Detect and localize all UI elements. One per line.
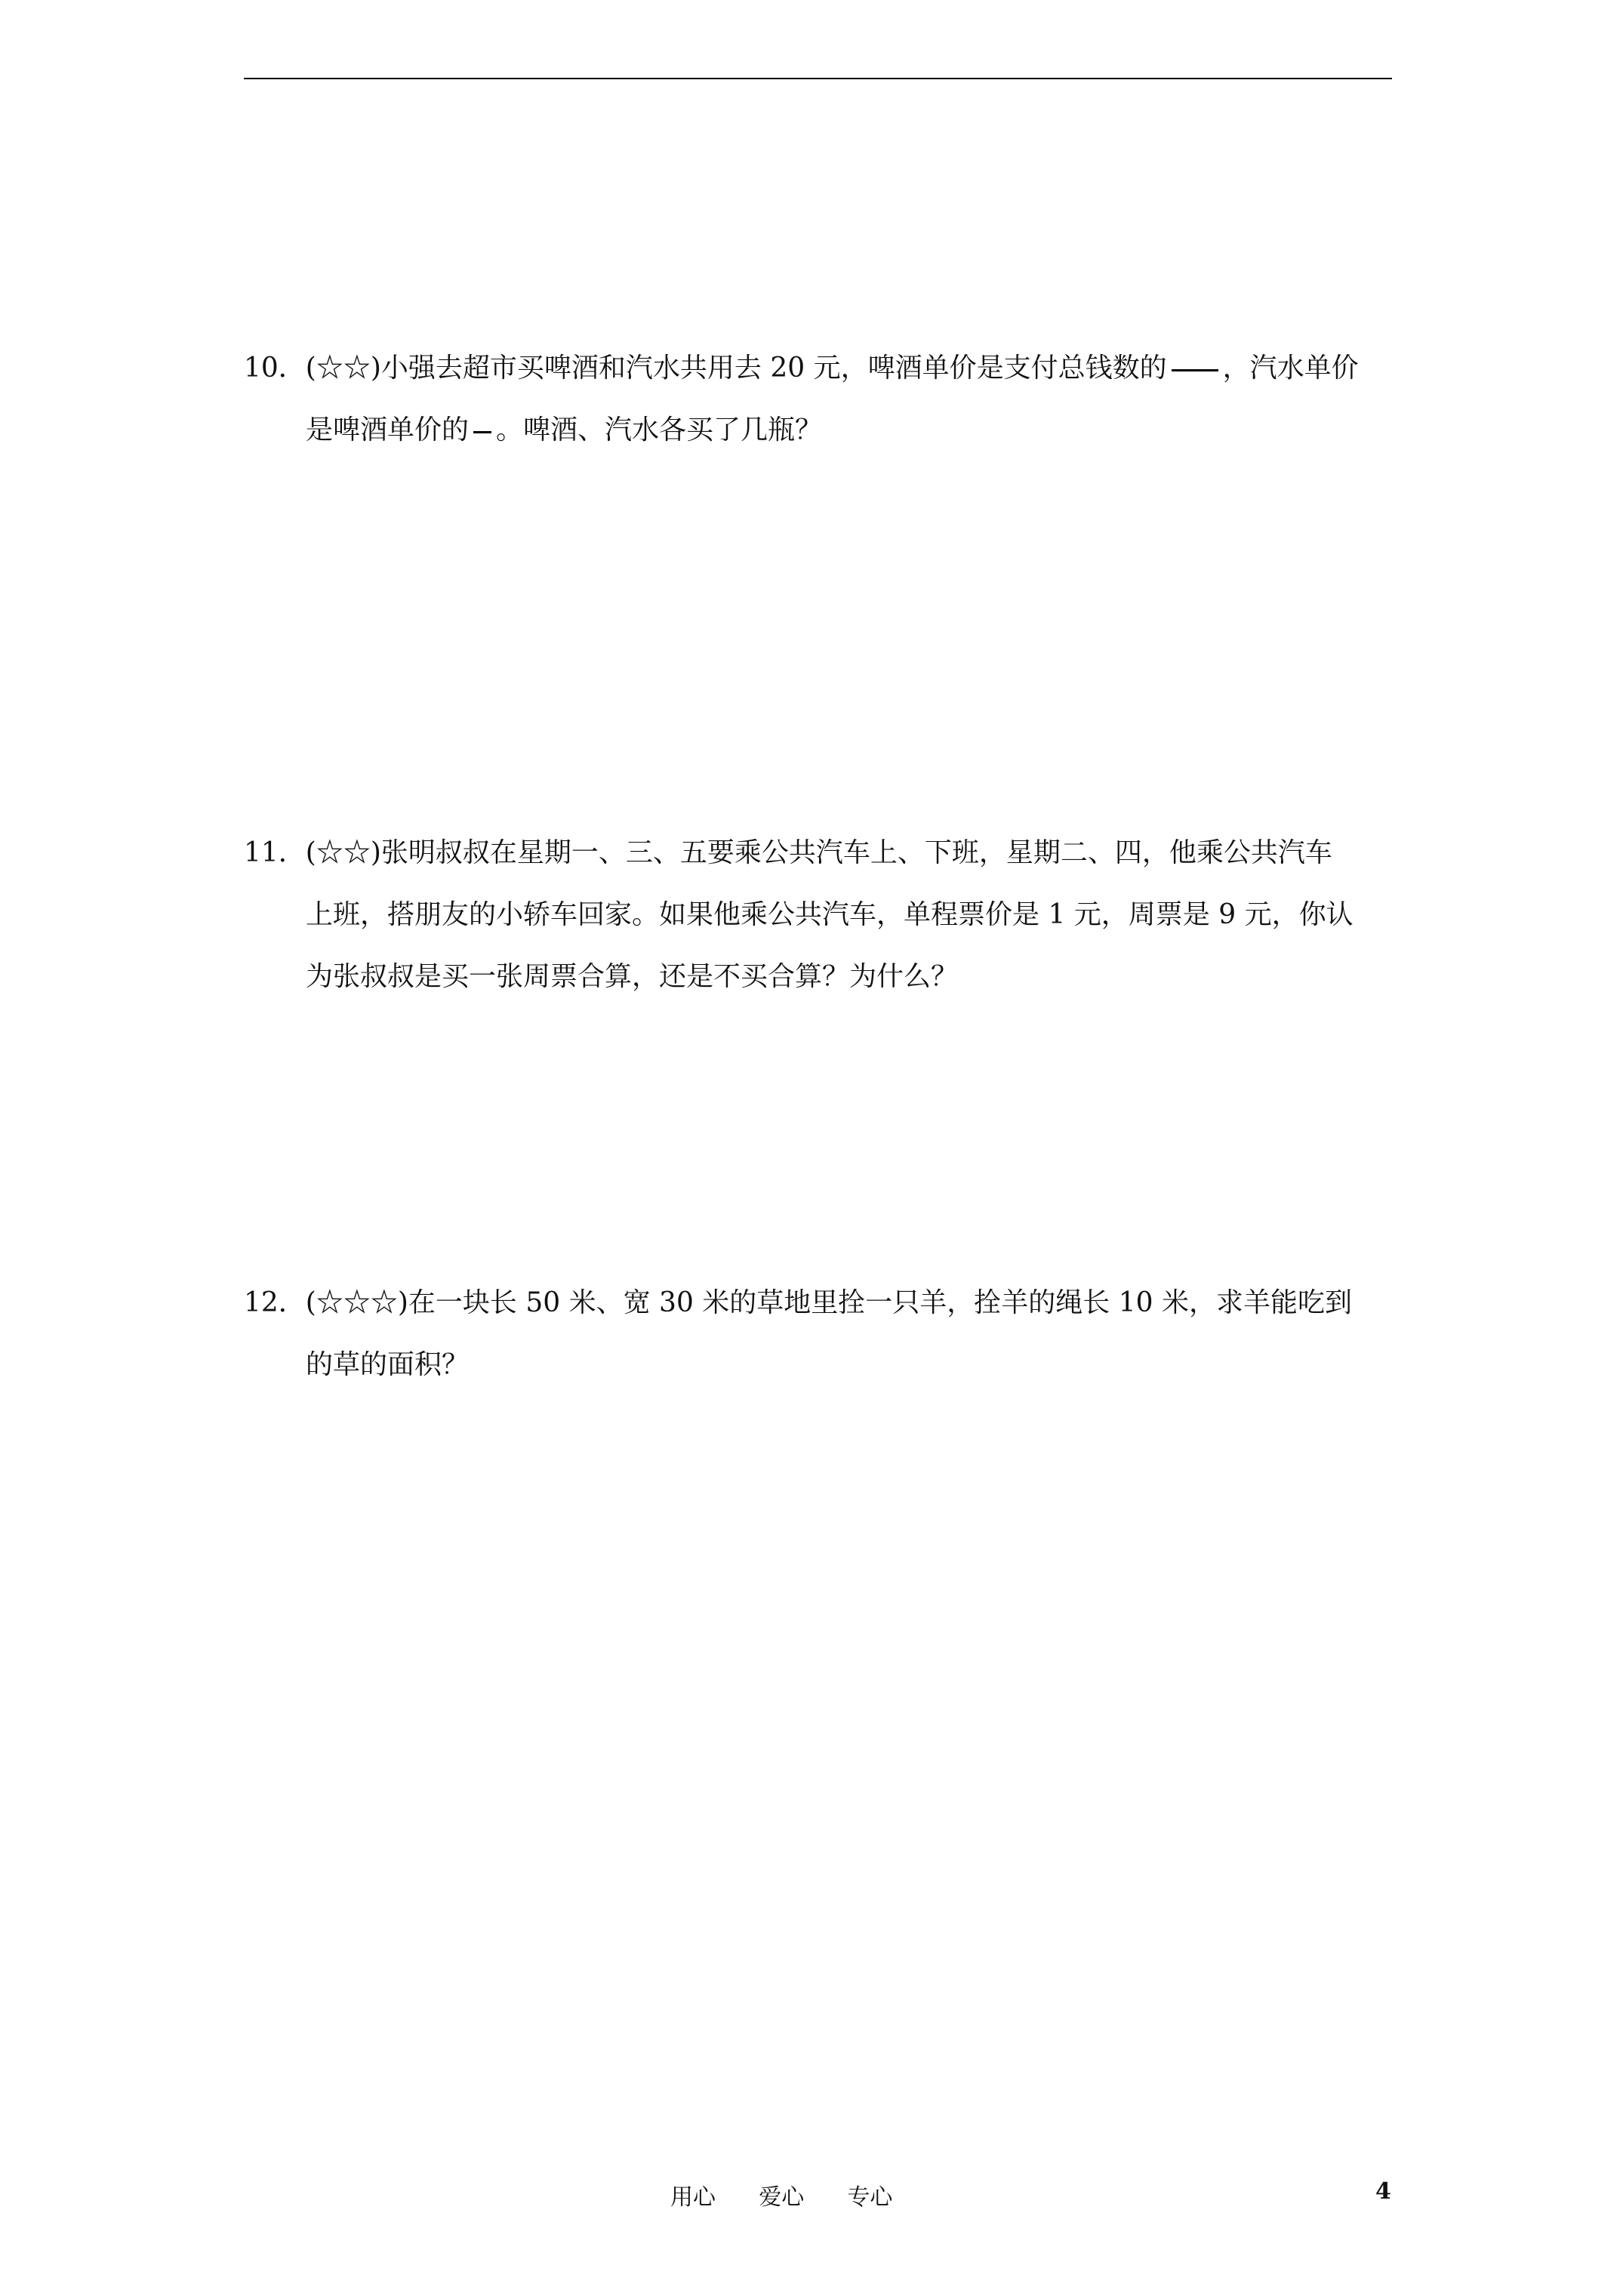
header-rule (244, 78, 1392, 79)
problem-line: 11．(☆☆)张明叔叔在星期一、三、五要乘公共汽车上、下班，星期二、四，他乘公共汽车 (244, 837, 1332, 868)
problem-line (244, 337, 1392, 399)
footer-motto: 用心 爱心 专心 (670, 2184, 893, 2211)
problem-12 (244, 1272, 1392, 1396)
problem-text: 。啤酒、汽水各买了几瓶？ (496, 415, 823, 445)
problem-text: ，汽水单价 (1222, 353, 1359, 384)
problem-11 (244, 822, 1392, 1008)
fraction-placeholder (473, 431, 491, 433)
fraction-placeholder (1172, 369, 1218, 371)
problem-10 (244, 337, 1392, 461)
problem-text: 10．(☆☆)小强去超市买啤酒和汽水共用去 20 元，啤酒单价是支付总钱数的 (244, 353, 1167, 384)
page-number: 4 (1375, 2178, 1391, 2205)
problem-line: 上班，搭朋友的小轿车回家。如果他乘公共汽车，单程票价是 1 元，周票是 9 元，你认 (306, 899, 1354, 930)
problem-text: 是啤酒单价的 (306, 415, 470, 445)
problem-line: 的草的面积？ (306, 1349, 470, 1380)
problem-line (244, 399, 1392, 461)
problem-line: 为张叔叔是买一张周票合算，还是不买合算？为什么？ (306, 961, 959, 992)
problem-line: 12．(☆☆☆)在一块长 50 米、宽 30 米的草地里拴一只羊，拴羊的绳长 10 米，求羊能吃到 (244, 1287, 1352, 1318)
